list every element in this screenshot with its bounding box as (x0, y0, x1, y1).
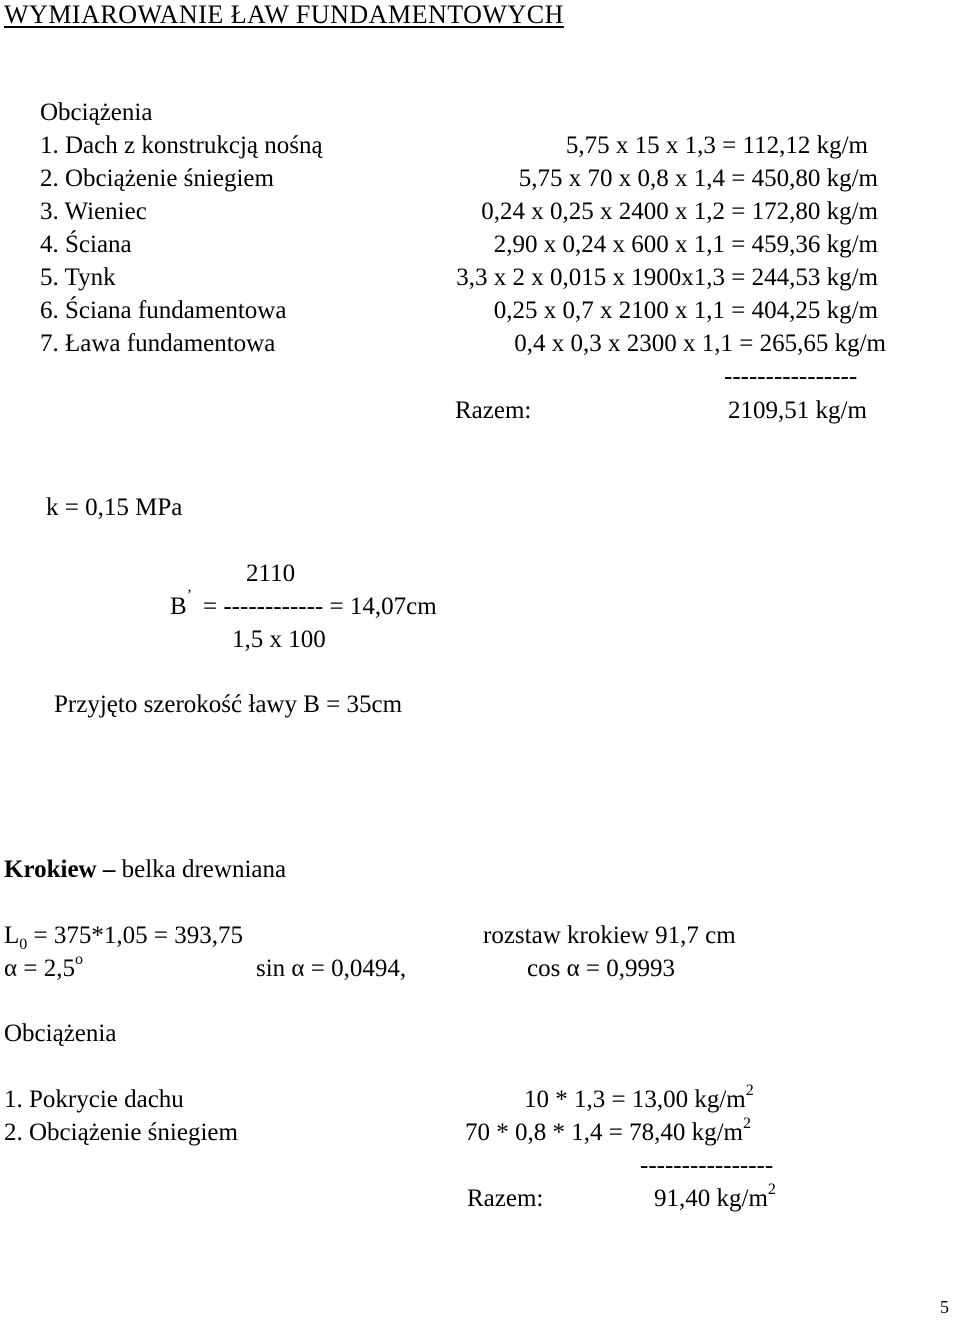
load-item-label: 4. Ściana (40, 231, 132, 258)
adopted-width: Przyjęto szerokość ławy B = 35cm (54, 691, 403, 718)
formula-line: = ------------ = 14,07cm (203, 593, 437, 620)
load-item-calc: 0,4 x 0,3 x 2300 x 1,1 = 265,65 kg/m (514, 330, 886, 357)
rafter-load-label: 1. Pokrycie dachu (4, 1086, 184, 1113)
rafter-load-calc: 70 * 0,8 * 1,4 = 78,40 $kg/m^2$ (465, 1115, 751, 1146)
sin-alpha: sin α = 0,0494, (256, 955, 407, 982)
formula-numerator: 2110 (246, 560, 296, 587)
total-value: 2109,51 kg/m (728, 397, 867, 424)
rafter-total-label: Razem: (467, 1185, 544, 1212)
rafter-load-calc: 10 * 1,3 = 13,00 $kg/m^2$ (524, 1082, 754, 1113)
rafter-total-value: 91,40 $kg/m^2$ (654, 1181, 776, 1212)
loads-heading: Obciążenia (40, 99, 153, 126)
rafter-load-label: 2. Obciążenie śniegiem (4, 1119, 238, 1146)
load-item-label: 2. Obciążenie śniegiem (40, 165, 274, 192)
roof-angle: $\alpha = 2,5^o$ (4, 951, 83, 982)
rafter-loads-heading: Obciążenia (4, 1020, 117, 1047)
page-number: 5 (940, 1297, 949, 1317)
cos-alpha: cos α = 0,9993 (527, 955, 676, 982)
rafter-spacing: rozstaw krokiew 91,7 cm (483, 922, 736, 949)
load-item-label: 3. Wieniec (40, 198, 147, 225)
load-item-calc: 3,3 x 2 x 0,015 x 1900x1,3 = 244,53 kg/m (456, 264, 878, 291)
rafter-length: $L_0 = 375*1,05 = 393,75$ (4, 922, 243, 953)
load-item-calc: 0,25 x 0,7 x 2100 x 1,1 = 404,25 kg/m (493, 297, 878, 324)
total-label: Razem: (455, 397, 532, 424)
formula-lhs: B’ (170, 587, 193, 620)
load-item-label: 6. Ściana fundamentowa (40, 297, 287, 324)
load-item-label: 7. Ława fundamentowa (40, 330, 276, 357)
load-item-label: 1. Dach z konstrukcją nośną (40, 132, 323, 159)
load-item-calc: 2,90 x 0,24 x 600 x 1,1 = 459,36 kg/m (493, 231, 878, 258)
formula-denominator: 1,5 x 100 (232, 626, 326, 653)
load-item-calc: 0,24 x 0,25 x 2400 x 1,2 = 172,80 kg/m (481, 198, 878, 225)
load-item-calc: 5,75 x 15 x 1,3 = 112,12 kg/m (565, 132, 868, 159)
rafter-heading: Krokiew – belka drewniana (4, 856, 287, 883)
rafter-sum-separator: ---------------- (640, 1152, 774, 1179)
load-item-calc: 5,75 x 70 x 0,8 x 1,4 = 450,80 kg/m (518, 165, 878, 192)
page-title: WYMIAROWANIE ŁAW FUNDAMENTOWYCH (4, 0, 564, 29)
soil-capacity: k = 0,15 MPa (46, 494, 183, 521)
load-item-label: 5. Tynk (40, 264, 116, 291)
sum-separator: ---------------- (724, 363, 858, 390)
